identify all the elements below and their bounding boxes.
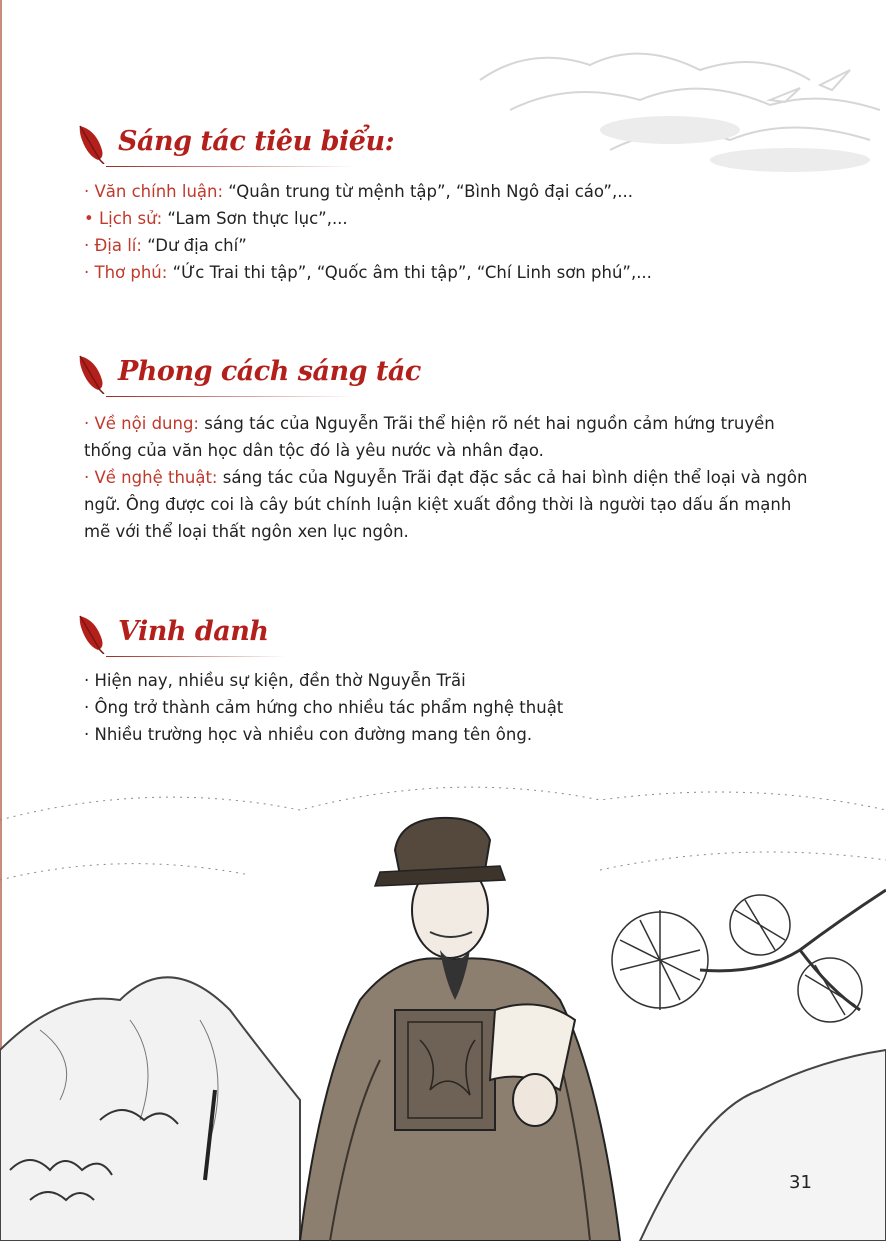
list-item: [84, 259, 814, 286]
section-title: Sáng tác tiêu biểu:: [118, 126, 395, 157]
list-item: [84, 667, 814, 694]
quill-icon: [76, 120, 112, 164]
item-bullet: ·: [84, 468, 90, 487]
item-bullet: ·: [84, 263, 90, 282]
page-number: 31: [789, 1172, 812, 1193]
section-heading: [84, 356, 814, 408]
item-text: sáng tác của Nguyễn Trãi thể hiện rõ nét hai nguồn cảm hứng truyền thống của văn học dân tộc đó là yêu nước và nhân đạo.: [84, 414, 775, 460]
section-title: Vinh danh: [118, 616, 269, 647]
list-item: [84, 721, 814, 748]
item-bullet: ·: [84, 698, 90, 717]
list-item: [84, 464, 814, 545]
item-text: “Ức Trai thi tập”, “Quốc âm thi tập”, “Chí Linh sơn phú”,...: [167, 263, 652, 282]
item-label: Lịch sử:: [98, 209, 163, 228]
item-label: Về nội dung:: [94, 414, 199, 433]
item-text: “Lam Sơn thực lục”,...: [162, 209, 348, 228]
list-item: [84, 694, 814, 721]
item-text: sáng tác của Nguyễn Trãi đạt đặc sắc cả hai bình diện thể loại và ngôn ngữ. Ông được coi là cây bút chính luận kiệt xuất đồng thời là người tạo dấu ấn mạnh mẽ với thể loại thất ngôn xen lục ngôn.: [84, 468, 808, 541]
quill-icon: [76, 610, 112, 654]
list-item: [84, 205, 814, 232]
item-bullet: ·: [84, 414, 90, 433]
item-bullet: ·: [84, 671, 90, 690]
section-heading: [84, 616, 814, 668]
item-text: Ông trở thành cảm hứng cho nhiều tác phẩm nghệ thuật: [89, 698, 564, 717]
item-label: Địa lí:: [94, 236, 142, 255]
item-text: Nhiều trường học và nhiều con đường mang tên ông.: [89, 725, 533, 744]
heading-underline: [106, 166, 356, 167]
item-bullet: ·: [84, 182, 90, 201]
section-style: [84, 356, 814, 545]
section-honor: [84, 616, 814, 748]
item-text: “Dư địa chí”: [141, 236, 247, 255]
item-label: Về nghệ thuật:: [94, 468, 218, 487]
item-text: Hiện nay, nhiều sự kiện, đền thờ Nguyễn Trãi: [89, 671, 466, 690]
item-bullet: ·: [84, 725, 90, 744]
item-label: Văn chính luận:: [94, 182, 224, 201]
heading-underline: [106, 656, 286, 657]
item-label: Thơ phú:: [94, 263, 168, 282]
heading-underline: [106, 396, 356, 397]
section-heading: [84, 126, 814, 178]
section-works: [84, 126, 814, 286]
list-item: [84, 232, 814, 259]
item-bullet: •: [84, 209, 94, 228]
item-bullet: ·: [84, 236, 90, 255]
quill-icon: [76, 350, 112, 394]
portrait-illustration: [0, 760, 886, 1241]
item-text: “Quân trung từ mệnh tập”, “Bình Ngô đại cáo”,...: [223, 182, 633, 201]
list-item: [84, 178, 814, 205]
section-title: Phong cách sáng tác: [118, 356, 421, 387]
list-item: [84, 410, 814, 464]
